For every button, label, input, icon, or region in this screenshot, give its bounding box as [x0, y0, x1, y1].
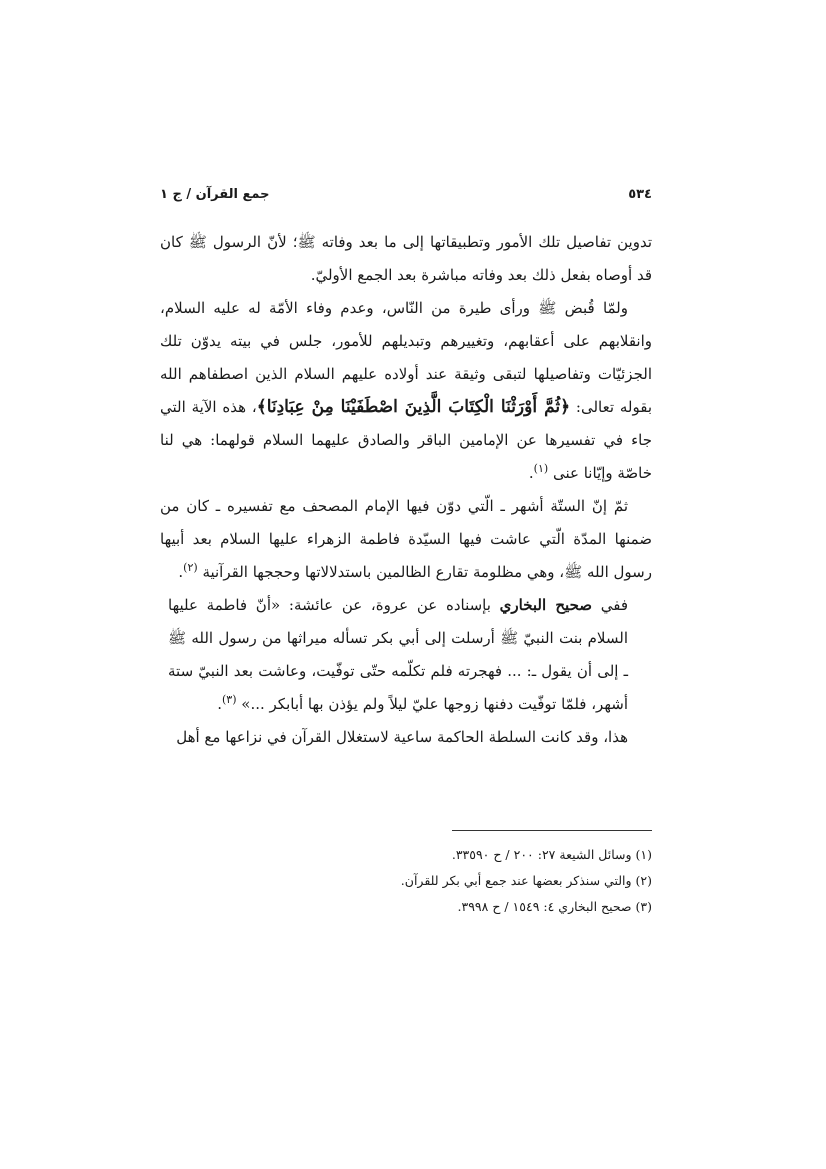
footnote-2: (٢) والتي سنذكر بعضها عند جمع أبي بكر للقرآن.: [400, 873, 652, 888]
paragraph-1: تدوين تفاصيل تلك الأمور وتطبيقاتها إلى ما بعد وفاته ﷺ؛ لأنّ الرسول ﷺ كان قد أوصاه بفعل ذلك بعد وفاته مباشرة بعد الجمع الأوليّ.: [160, 233, 652, 284]
paragraph-3-text: ثمّ إنّ الستّة أشهر ـ الّتي دوّن فيها الإمام المصحف مع تفسيره ـ كان من ضمنها المدّة الّتي عاشت فيها السيّدة فاطمة الزهراء عليها السلام بعد أبيها رسول الله ﷺ، وهي مظلومة تقارع الظالمين باستدلالاتها وحججها القرآنية: [160, 497, 652, 581]
running-title: جمع القرآن / ج ١: [160, 187, 270, 202]
hadith-quote: ففي صحيح البخاري بإسناده عن عروة، عن عائشة: «أنّ فاطمة عليها السلام بنت النبيّ ﷺ أرسلت إلى أبي بكر تسأله ميراثها من رسول الله ﷺ ـ إلى أن يقول ـ: ... فهجرته فلم تكلّمه حتّى توفّيت، وعاشت بعد النبيّ ستة أشهر، فلمّا توفّيت دفنها زوجها عليّ ليلاً ولم يؤذن بها أبابكر ...» $^{(٣)}$.: [168, 596, 628, 713]
paragraph-2: ولمّا قُبض ﷺ ورأى طيرة من النّاس، وعدم وفاء الأمّة له عليه السلام، وانقلابهم على أعقابهم، وتغييرهم وتبديلهم للأمور، جلس في بيته يدوّن تلك الجزئيّات وتفاصيلها لتبقى وثيقة عند أولاده عليهم السلام الذين اصطفاهم الله بقوله تعالى: ﴿ثُمَّ أَوْرَثْنَا الْكِتَابَ الَّذِينَ اصْطَفَيْنَا مِنْ عِبَادِنَا﴾، هذه الآية التي جاء في تفسيرها عن الإمامين الباقر والصادق عليهما السلام قولهما: هي لنا خاصّة وإيّانا عنى $^{(١)}$.: [160, 299, 652, 482]
quote-source: صحيح البخاري: [499, 596, 592, 614]
footnote-ref-3: (٣): [221, 693, 237, 706]
paragraph-2-text-a: ولمّا قُبض ﷺ ورأى طيرة من النّاس، وعدم وفاء الأمّة له عليه السلام، وانقلابهم على أعقابهم، وتغييرهم وتبديلهم للأمور، جلس في بيته يدوّن تلك الجزئيّات وتفاصيلها لتبقى وثيقة عند أولاده عليهم السلام الذين اصطفاهم الله بقوله تعالى:: [160, 299, 652, 416]
main-text: [160, 226, 652, 754]
footnotes: [160, 842, 652, 920]
book-page: [160, 0, 652, 1169]
footnote-3: (٣) صحيح البخاري ٤: ١٥٤٩ / ح ٣٩٩٨.: [457, 899, 652, 914]
footnote-ref-1: (١): [533, 462, 549, 475]
footnote-ref-2: (٢): [183, 561, 198, 574]
footnote-1: (١) وسائل الشيعة ٢٧: ٢٠٠ / ح ٣٣٥٩٠.: [451, 847, 652, 862]
quote-text: بإسناده عن عروة، عن عائشة: «أنّ فاطمة عليها السلام بنت النبيّ ﷺ أرسلت إلى أبي بكر تسأله ميراثها من رسول الله ﷺ ـ إلى أن يقول ـ: ... فهجرته فلم تكلّمه حتّى توفّيت، وعاشت بعد النبيّ ستة أشهر، فلمّا توفّيت دفنها زوجها عليّ ليلاً ولم يؤذن بها أبابكر ...»: [168, 596, 628, 713]
page-number: ٥٣٤: [628, 187, 652, 202]
paragraph-3: ثمّ إنّ الستّة أشهر ـ الّتي دوّن فيها الإمام المصحف مع تفسيره ـ كان من ضمنها المدّة الّتي عاشت فيها السيّدة فاطمة الزهراء عليها السلام بعد أبيها رسول الله ﷺ، وهي مظلومة تقارع الظالمين باستدلالاتها وحججها القرآنية $^{(٢)}$.: [160, 497, 652, 581]
paragraph-2-text-b: ، هذه الآية التي جاء في تفسيرها عن الإمامين الباقر والصادق عليهما السلام قولهما: هي لنا خاصّة وإيّانا عنى: [160, 398, 652, 482]
quran-verse: ﴿ثُمَّ أَوْرَثْنَا الْكِتَابَ الَّذِينَ اصْطَفَيْنَا مِنْ عِبَادِنَا﴾: [256, 397, 571, 417]
page-header: [160, 187, 652, 211]
quote-intro: ففي: [591, 596, 628, 614]
footnote-divider: [452, 830, 652, 831]
paragraph-4: هذا، وقد كانت السلطة الحاكمة ساعية لاستغلال القرآن في نزاعها مع أهل: [176, 728, 628, 746]
